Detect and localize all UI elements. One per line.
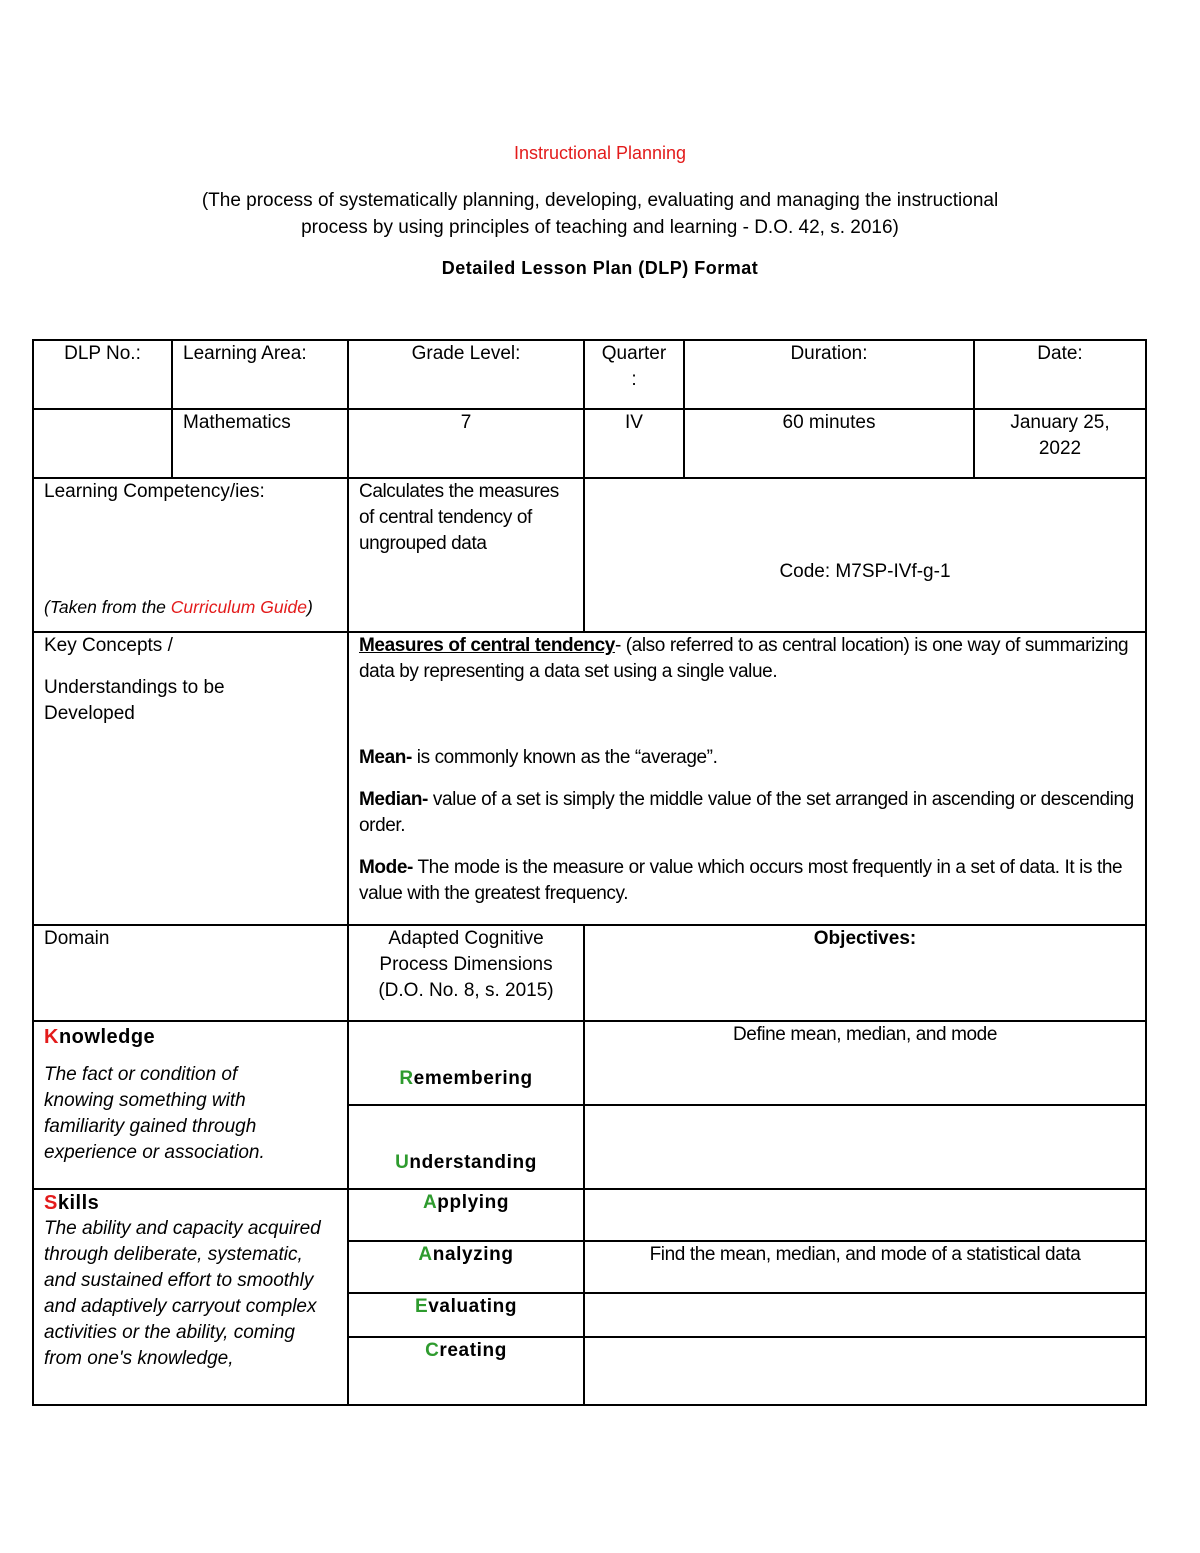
values-row (33, 409, 1146, 478)
grade-level-value: 7 (348, 409, 584, 478)
process-dimensions-label: Adapted Cognitive Process Dimensions (D.O. No. 8, s. 2015) (348, 925, 584, 1021)
key-concepts-content (348, 632, 1146, 925)
competency-code: Code: M7SP-IVf-g-1 (584, 478, 1146, 632)
mean-paragraph (359, 745, 1135, 771)
objective-applying (584, 1189, 1146, 1241)
remembering-rest: emembering (413, 1068, 533, 1089)
competency-row (33, 478, 1146, 632)
document-title: Instructional Planning (513, 143, 687, 163)
measures-term: Measures of central tendency (359, 635, 615, 656)
document-subtitle (0, 187, 1200, 241)
measures-paragraph (359, 633, 1135, 685)
header-row (33, 340, 1146, 409)
objective-analyzing: Find the mean, median, and mode of a statistical data (584, 1241, 1146, 1293)
understanding-initial: U (395, 1152, 410, 1173)
competency-label: Learning Competency/ies: (44, 481, 265, 502)
subtitle-line-1: (The process of systematically planning, developing, evaluating and managing the instructional (201, 190, 999, 211)
skills-title (44, 1190, 337, 1216)
process-remembering (348, 1021, 584, 1105)
remembering-row (33, 1021, 1146, 1105)
quarter-label-text: Quarter (601, 343, 667, 364)
mean-definition: is commonly known as the “average”. (411, 747, 718, 768)
competency-label-cell (33, 478, 348, 632)
knowledge-description: The fact or condition of knowing something with familiarity gained through experience or association. (44, 1064, 265, 1163)
date-label: Date: (974, 340, 1146, 409)
process-applying (348, 1189, 584, 1241)
applying-row (33, 1189, 1146, 1241)
skills-rest: kills (57, 1192, 100, 1214)
source-note-suffix: ) (306, 597, 313, 617)
quarter-value: IV (584, 409, 684, 478)
understanding-rest: nderstanding (409, 1152, 537, 1173)
knowledge-rest: nowledge (58, 1026, 156, 1048)
key-concepts-label: Key Concepts / (44, 635, 173, 656)
duration-value: 60 minutes (684, 409, 974, 478)
objective-creating (584, 1337, 1146, 1405)
objective-remembering: Define mean, median, and mode (584, 1021, 1146, 1105)
dlp-no-label: DLP No.: (33, 340, 172, 409)
dlp-heading: Detailed Lesson Plan (DLP) Format (441, 258, 759, 278)
key-concepts-label-cell (33, 632, 348, 925)
mode-term: Mode- (359, 857, 413, 878)
competency-text: Calculates the measures of central tendency of ungrouped data (348, 478, 584, 632)
evaluating-initial: E (414, 1296, 429, 1317)
subtitle-line-2: process by using principles of teaching and learning - D.O. 42, s. 2016) (301, 217, 899, 238)
quarter-label (584, 340, 684, 409)
evaluating-rest: valuating (428, 1296, 518, 1317)
process-analyzing (348, 1241, 584, 1293)
key-concepts-row (33, 632, 1146, 925)
objectives-label: Objectives: (584, 925, 1146, 1021)
process-creating (348, 1337, 584, 1405)
applying-initial: A (422, 1192, 438, 1213)
date-value-line-1: January 25, (1010, 412, 1110, 433)
mean-term: Mean- (359, 747, 412, 768)
objective-understanding (584, 1105, 1146, 1189)
domain-header-row (33, 925, 1146, 1021)
duration-label: Duration: (684, 340, 974, 409)
median-term: Median- (359, 789, 428, 810)
knowledge-cell (33, 1021, 348, 1189)
creating-rest: reating (439, 1340, 507, 1361)
analyzing-rest: nalyzing (432, 1244, 514, 1265)
date-value-line-2: 2022 (1038, 438, 1082, 459)
measures-definition: - (also referred to as central location) is one way of summarizing data by representing a data set using a single value. (359, 635, 1129, 682)
curriculum-guide-text: Curriculum Guide (170, 597, 307, 617)
creating-initial: C (425, 1340, 440, 1361)
median-definition: value of a set is simply the middle value of the set arranged in ascending or descending order. (359, 789, 1134, 836)
learning-area-label: Learning Area: (172, 340, 348, 409)
knowledge-initial: K (44, 1026, 59, 1048)
date-value (974, 409, 1146, 478)
skills-initial: S (44, 1192, 58, 1214)
analyzing-initial: A (418, 1244, 433, 1265)
grade-level-label: Grade Level: (348, 340, 584, 409)
process-understanding (348, 1105, 584, 1189)
objective-evaluating (584, 1293, 1146, 1337)
remembering-initial: R (399, 1068, 414, 1089)
mode-definition: The mode is the measure or value which occurs most frequently in a set of data. It is the value with the greatest frequency. (359, 857, 1123, 904)
source-note-prefix: (Taken from the (44, 597, 171, 617)
domain-label: Domain (33, 925, 348, 1021)
median-paragraph (359, 787, 1135, 839)
competency-source-note (44, 594, 313, 620)
dlp-no-value (33, 409, 172, 478)
knowledge-title (44, 1024, 337, 1050)
learning-area-value: Mathematics (172, 409, 348, 478)
quarter-label-colon: : (631, 369, 637, 390)
skills-description: The ability and capacity acquired through deliberate, systematic, and sustained effort to smoothly and adaptively carryout complex activities or the ability, coming from one's knowledge, (44, 1218, 321, 1369)
process-evaluating (348, 1293, 584, 1337)
dlp-table (32, 339, 1147, 1406)
skills-cell (33, 1189, 348, 1405)
understandings-label: Understandings to be Developed (44, 677, 225, 724)
mode-paragraph (359, 855, 1135, 907)
applying-rest: pplying (437, 1192, 510, 1213)
